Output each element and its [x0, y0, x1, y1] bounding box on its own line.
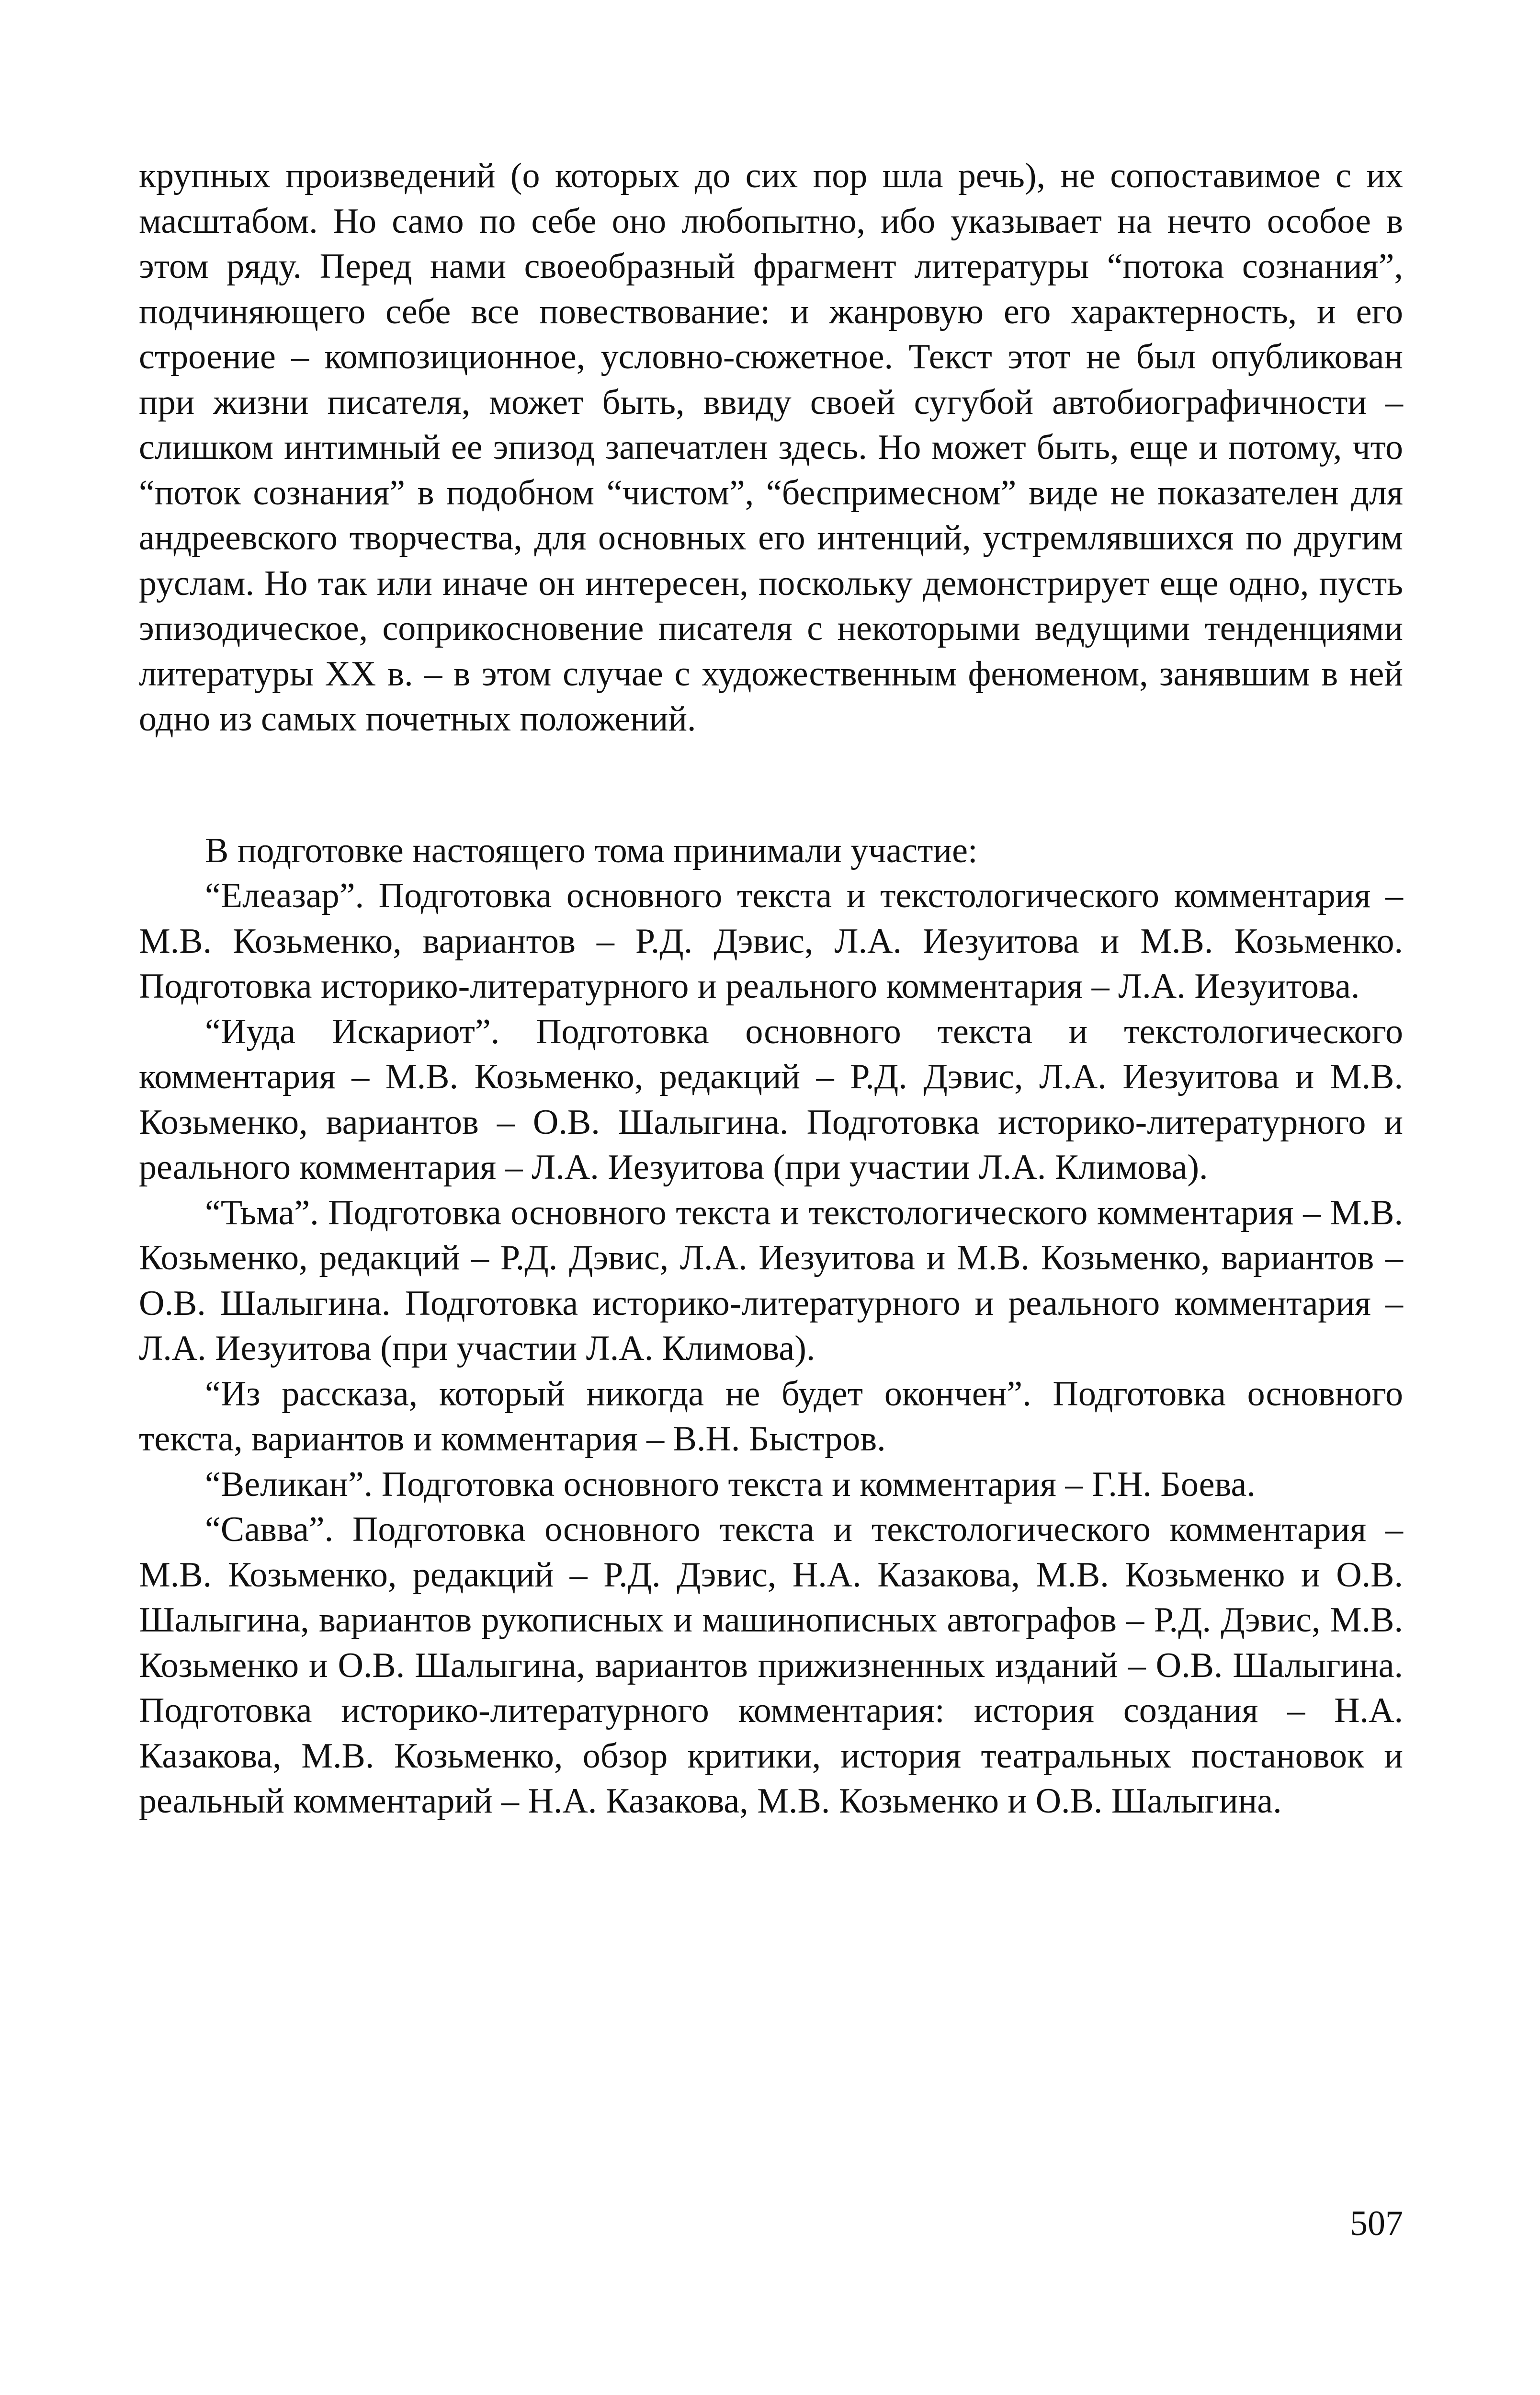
section-gap: [139, 742, 1403, 828]
body-paragraph-intro: крупных произведений (о которых до сих пор шла речь), не сопоставимое с их масштабом. Но само по себе оно любопытно, ибо указывает на нечто особое в этом ряду. Перед нами своеобразный фрагмент литературы “потока сознания”, подчиняющего себе все повествование: и жанровую его характерность, и его строение – композиционное, условно-сюжетное. Текст этот не был опубликован при жизни писателя, может быть, ввиду своей сугубой автобиографичности – слишком интимный ее эпизод запечатлен здесь. Но может быть, еще и потому, что “поток сознания” в подобном “чистом”, “беспримесном” виде не показателен для андреевского творчества, для основных его интенций, устремлявшихся по другим руслам. Но так или иначе он интересен, поскольку демонстрирует еще одно, пусть эпизодическое, соприкосновение писателя с некоторыми ведущими тенденциями литературы XX в. – в этом случае с художественным феноменом, занявшим в ней одно из самых почетных положений.: [139, 156, 1403, 739]
credit-eleazar: “Елеазар”. Подготовка основного текста и текстологического комментария – М.В. Козьменко, вариантов – Р.Д. Дэвис, Л.А. Иезуитова и М.В. Козьменко. Подготовка историко-литературного и реального комментария – Л.А. Иезуитова.: [139, 876, 1403, 1006]
credit-savva: “Савва”. Подготовка основного текста и текстологического комментария – М.В. Козьменко, редакций – Р.Д. Дэвис, Н.А. Казакова, М.В. Козьменко и О.В. Шалыгина, вариантов рукописных и машинописных автографов – Р.Д. Дэвис, М.В. Козьменко и О.В. Шалыгина, вариантов прижизненных изданий – О.В. Шалыгина. Подготовка историко-литературного комментария: история создания – Н.А. Казакова, М.В. Козьменко, обзор критики, история театральных постановок и реальный комментарий – Н.А. Казакова, М.В. Козьменко и О.В. Шалыгина.: [139, 1510, 1403, 1821]
credit-iuda-iskariot: “Иуда Искариот”. Подготовка основного текста и текстологического комментария – М.В. Козьменко, редакций – Р.Д. Дэвис, Л.А. Иезуитова и М.В. Козьменко, вариантов – О.В. Шалыгина. Подготовка историко-литературного и реального комментария – Л.А. Иезуитова (при участии Л.А. Климова).: [139, 1012, 1403, 1187]
page-number: 507: [1350, 2204, 1403, 2243]
credit-velikan: “Великан”. Подготовка основного текста и комментария – Г.Н. Боева.: [205, 1464, 1256, 1504]
document-page: [139, 153, 1403, 1824]
credit-tma: “Тьма”. Подготовка основного текста и текстологического комментария – М.В. Козьменко, редакций – Р.Д. Дэвис, Л.А. Иезуитова и М.В. Козьменко, вариантов – О.В. Шалыгина. Подготовка историко-литературного и реального комментария – Л.А. Иезуитова (при участии Л.А. Климова).: [139, 1193, 1403, 1368]
participants-intro: В подготовке настоящего тома принимали участие:: [205, 831, 978, 870]
credit-iz-rasskaza: “Из рассказа, который никогда не будет окончен”. Подготовка основного текста, вариантов и комментария – В.Н. Быстров.: [139, 1374, 1403, 1459]
